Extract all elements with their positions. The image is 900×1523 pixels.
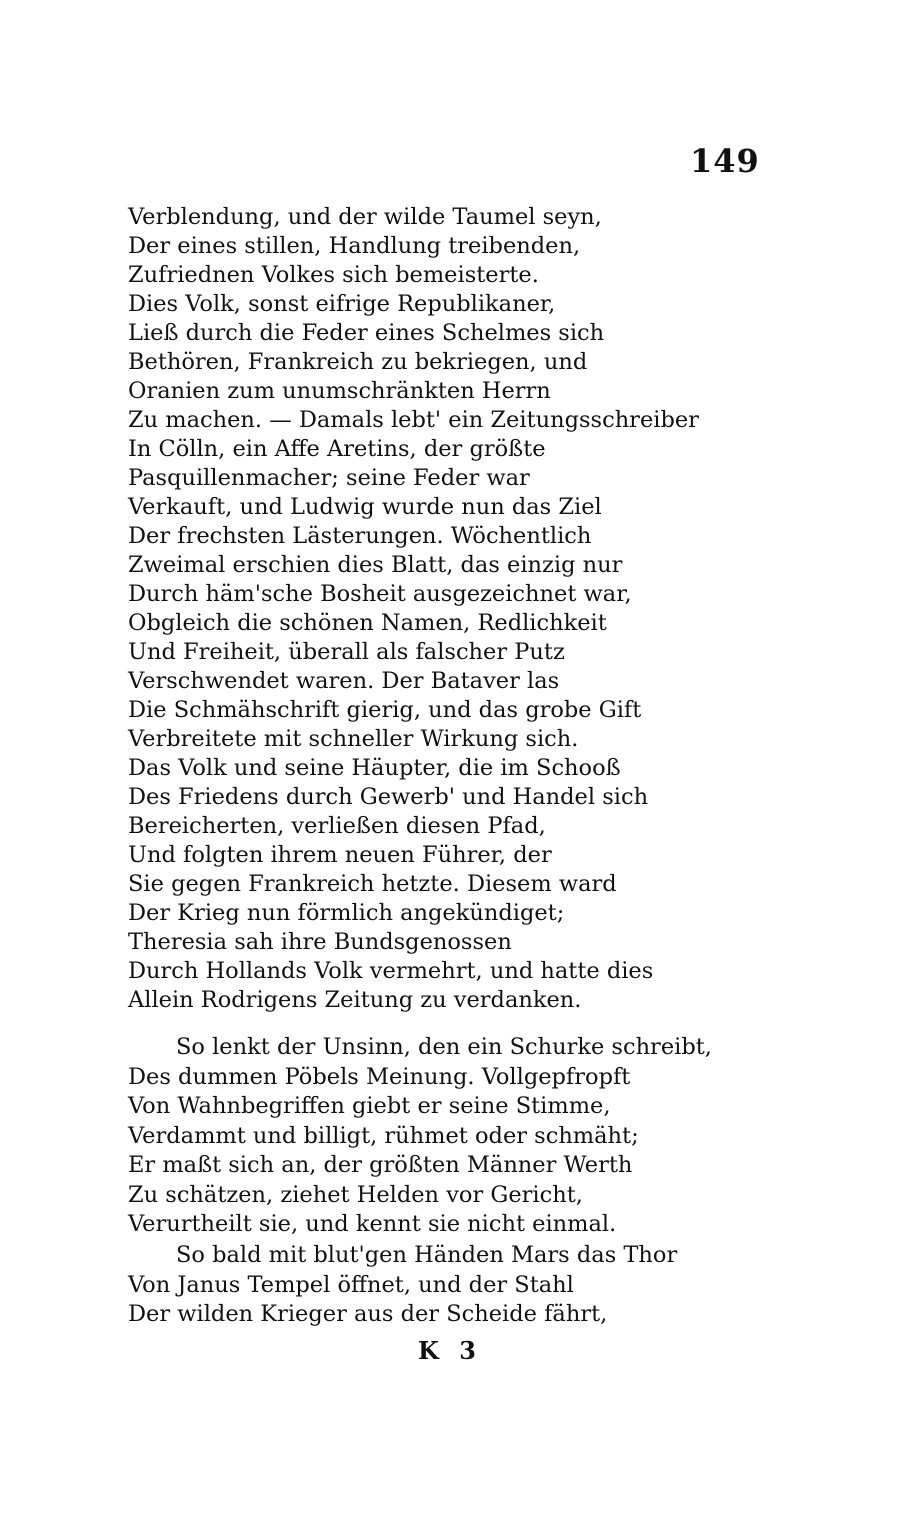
- verse-line: Bereicherten, verließen diesen Pfad,: [128, 813, 546, 839]
- verse-line: Verkauft, und Ludwig wurde nun das Ziel: [128, 494, 602, 520]
- stanza-1: [128, 203, 768, 1015]
- verse-line: Von Janus Tempel öffnet, und der Stahl: [128, 1271, 574, 1298]
- verse-line: Dies Volk, sonst eifrige Republikaner,: [128, 291, 556, 317]
- verse-line: Verblendung, und der wilde Taumel seyn,: [128, 204, 602, 230]
- verse-line: Durch Hollands Volk vermehrt, und hatte dies: [128, 958, 654, 984]
- verse-line: Und folgten ihrem neuen Führer, der: [128, 842, 552, 868]
- verse-line: Zu machen. — Damals lebt' ein Zeitungsschreiber: [128, 407, 699, 433]
- verse-line: Durch häm'sche Bosheit ausgezeichnet war,: [128, 581, 632, 607]
- verse-line: Verdammt und billigt, rühmet oder schmäht;: [128, 1122, 639, 1149]
- verse-line: Der eines stillen, Handlung treibenden,: [128, 233, 581, 259]
- verse-line: So bald mit blut'gen Händen Mars das Thor: [176, 1242, 678, 1268]
- verse-line: Bethören, Frankreich zu bekriegen, und: [128, 349, 588, 375]
- stanza-3: [128, 1241, 768, 1330]
- page-number: 149: [690, 142, 760, 180]
- verse-line: Pasquillenmacher; seine Feder war: [128, 465, 530, 491]
- verse-line: Zu schätzen, ziehet Helden vor Gericht,: [128, 1181, 583, 1208]
- verse-line: Und Freiheit, überall als falscher Putz: [128, 639, 565, 665]
- verse-line: Der Krieg nun förmlich angekündiget;: [128, 900, 565, 926]
- verse-line: Der frechsten Lästerungen. Wöchentlich: [128, 523, 592, 549]
- verse-line: Das Volk und seine Häupter, die im Schooß: [128, 755, 621, 781]
- verse-line: Verbreitete mit schneller Wirkung sich.: [128, 726, 579, 752]
- verse-line: Von Wahnbegriffen giebt er seine Stimme,: [128, 1093, 611, 1119]
- verse-line: Der wilden Krieger aus der Scheide fährt,: [128, 1301, 608, 1327]
- verse-line: Obgleich die schönen Namen, Redlichkeit: [128, 610, 607, 636]
- signature-mark: K 3: [418, 1336, 482, 1365]
- stanza-2: [128, 1033, 768, 1240]
- verse-line: Des Friedens durch Gewerb' und Handel sich: [128, 784, 649, 810]
- verse-line: So lenkt der Unsinn, den ein Schurke schreibt,: [176, 1034, 712, 1060]
- verse-line: Des dummen Pöbels Meinung. Vollgepfropft: [128, 1063, 631, 1090]
- verse-line: Ließ durch die Feder eines Schelmes sich: [128, 320, 605, 346]
- verse-line: Verurtheilt sie, und kennt sie nicht einmal.: [128, 1211, 617, 1237]
- verse-line: Er maßt sich an, der größten Männer Werth: [128, 1152, 633, 1178]
- verse-line: Oranien zum unumschränkten Herrn: [128, 378, 551, 404]
- verse-line: Allein Rodrigens Zeitung zu verdanken.: [128, 987, 582, 1013]
- verse-line: Theresia sah ihre Bundsgenossen: [128, 929, 512, 955]
- verse-line: Zweimal erschien dies Blatt, das einzig nur: [128, 552, 623, 578]
- verse-line: Sie gegen Frankreich hetzte. Diesem ward: [128, 871, 617, 897]
- verse-line: In Cölln, ein Affe Aretins, der größte: [128, 436, 546, 462]
- verse-line: Verschwendet waren. Der Bataver las: [128, 668, 560, 694]
- verse-line: Die Schmähschrift gierig, und das grobe Gift: [128, 697, 642, 723]
- verse-line: Zufriednen Volkes sich bemeisterte.: [128, 262, 539, 288]
